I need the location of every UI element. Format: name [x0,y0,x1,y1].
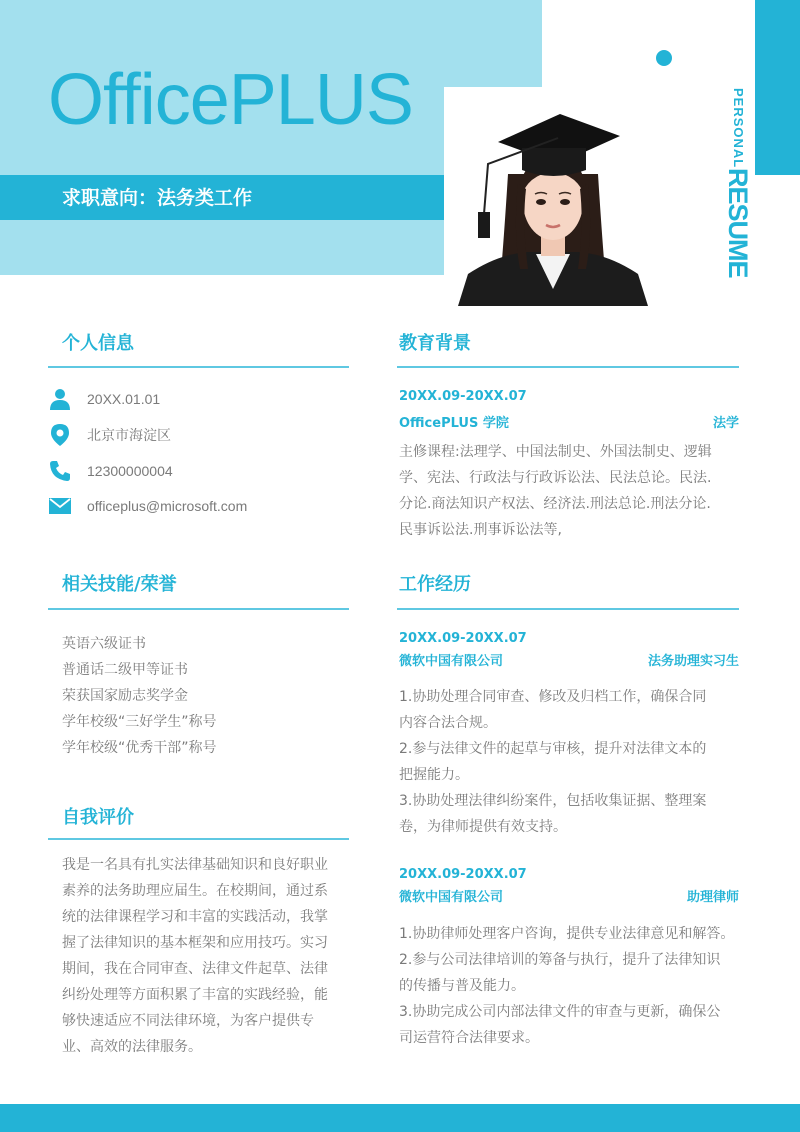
personal-info-divider [48,366,349,368]
skill-item: 学年校级“三好学生”称号 [62,714,217,730]
personal-info-title: 个人信息 [62,333,134,354]
info-phone-value: 12300000004 [87,463,173,479]
self-eval-line: 够快速适应不同法律环境，为客户提供专 [62,1013,314,1029]
corner-accent-bar [755,0,800,175]
skill-item: 荣获国家励志奖学金 [62,688,188,704]
self-eval-divider [48,838,349,840]
vertical-title-personal: PERSONAL [731,88,746,169]
self-eval-title: 自我评价 [62,807,134,828]
education-divider [397,366,739,368]
job1-duty-line: 1.协助处理合同审查、修改及归档工作，确保合同 [399,689,707,705]
education-course-line: 学、宪法、行政法与行政诉讼法、民法总论。民法. [399,470,712,486]
vertical-title-resume: RESUME [723,168,753,278]
education-course-line: 主修课程:法理学、中国法制史、外国法制史、逻辑 [399,444,712,460]
work-title: 工作经历 [399,574,471,595]
job2-duty-line: 3.协助完成公司内部法律文件的审查与更新，确保公 [399,1004,721,1020]
brand-title: OfficePLUS [48,60,413,140]
job2-role: 助理律师 [686,890,739,905]
education-school: OfficePLUS 学院 [399,416,509,431]
education-major: 法学 [712,416,739,431]
job1-company: 微软中国有限公司 [399,654,504,669]
education-courses [399,439,759,543]
skill-item: 英语六级证书 [62,636,146,652]
location-pin-icon [48,423,72,447]
info-email-value: officeplus@microsoft.com [87,498,248,514]
work-divider [397,608,739,610]
vertical-title [724,88,751,278]
self-eval-line: 我是一名具有扎实法律基础知识和良好职业 [62,857,328,873]
job-intent: 求职意向：法务类工作 [62,187,253,209]
education-title: 教育背景 [399,333,471,354]
info-row-email [48,493,348,519]
mail-icon [48,494,72,518]
info-row-birth [48,386,348,412]
accent-dot [656,50,672,66]
skill-item: 学年校级“优秀干部”称号 [62,740,217,756]
job2-duties [399,921,769,1051]
skill-item: 普通话二级甲等证书 [62,662,188,678]
job1-duty-line: 3.协助处理法律纠纷案件，包括收集证据、整理案 [399,793,707,809]
self-eval-line: 期间，我在合同审查、法律文件起草、法律 [62,961,328,977]
education-course-line: 民事诉讼法.刑事诉讼法等, [399,522,562,538]
portrait-photo [458,104,648,306]
phone-icon [48,459,72,483]
info-row-phone [48,458,348,484]
job2-duty-line: 司运营符合法律要求。 [399,1030,539,1046]
job1-duty-line: 内容合法合规。 [399,715,497,731]
job2-duty-line: 的传播与普及能力。 [399,978,525,994]
job2-date: 20XX.09-20XX.07 [399,867,527,882]
skills-divider [48,608,349,610]
job1-duties [399,684,759,840]
job2-duty-line: 2.参与公司法律培训的筹备与执行，提升了法律知识 [399,952,721,968]
education-date: 20XX.09-20XX.07 [399,389,527,404]
job2-duty-line: 1.协助律师处理客户咨询，提供专业法律意见和解答。 [399,926,735,942]
info-birth-value: 20XX.01.01 [87,391,161,407]
education-course-line: 分论.商法知识产权法、经济法.刑法总论.刑法分论. [399,496,711,512]
self-eval-text [62,852,362,1060]
job1-role: 法务助理实习生 [647,654,739,669]
info-location-value: 北京市海淀区 [87,427,171,443]
self-eval-line: 业、高效的法律服务。 [62,1039,202,1055]
self-eval-line: 素养的法务助理应届生。在校期间，通过系 [62,883,328,899]
footer-bar [0,1104,800,1132]
job1-duty-line: 卷，为律师提供有效支持。 [399,819,567,835]
person-icon [48,387,72,411]
job1-duty-line: 2.参与法律文件的起草与审核，提升对法律文本的 [399,741,707,757]
skills-title: 相关技能/荣誉 [62,574,177,595]
self-eval-line: 统的法律课程学习和丰富的实践活动，我掌 [62,909,328,925]
job1-duty-line: 把握能力。 [399,767,469,783]
self-eval-line: 纠纷处理等方面积累了丰富的实践经验，能 [62,987,328,1003]
self-eval-line: 握了法律知识的基本框架和应用技巧。实习 [62,935,328,951]
job2-company: 微软中国有限公司 [399,890,504,905]
info-row-location [48,422,348,448]
job1-date: 20XX.09-20XX.07 [399,631,527,646]
skills-list [62,631,352,761]
